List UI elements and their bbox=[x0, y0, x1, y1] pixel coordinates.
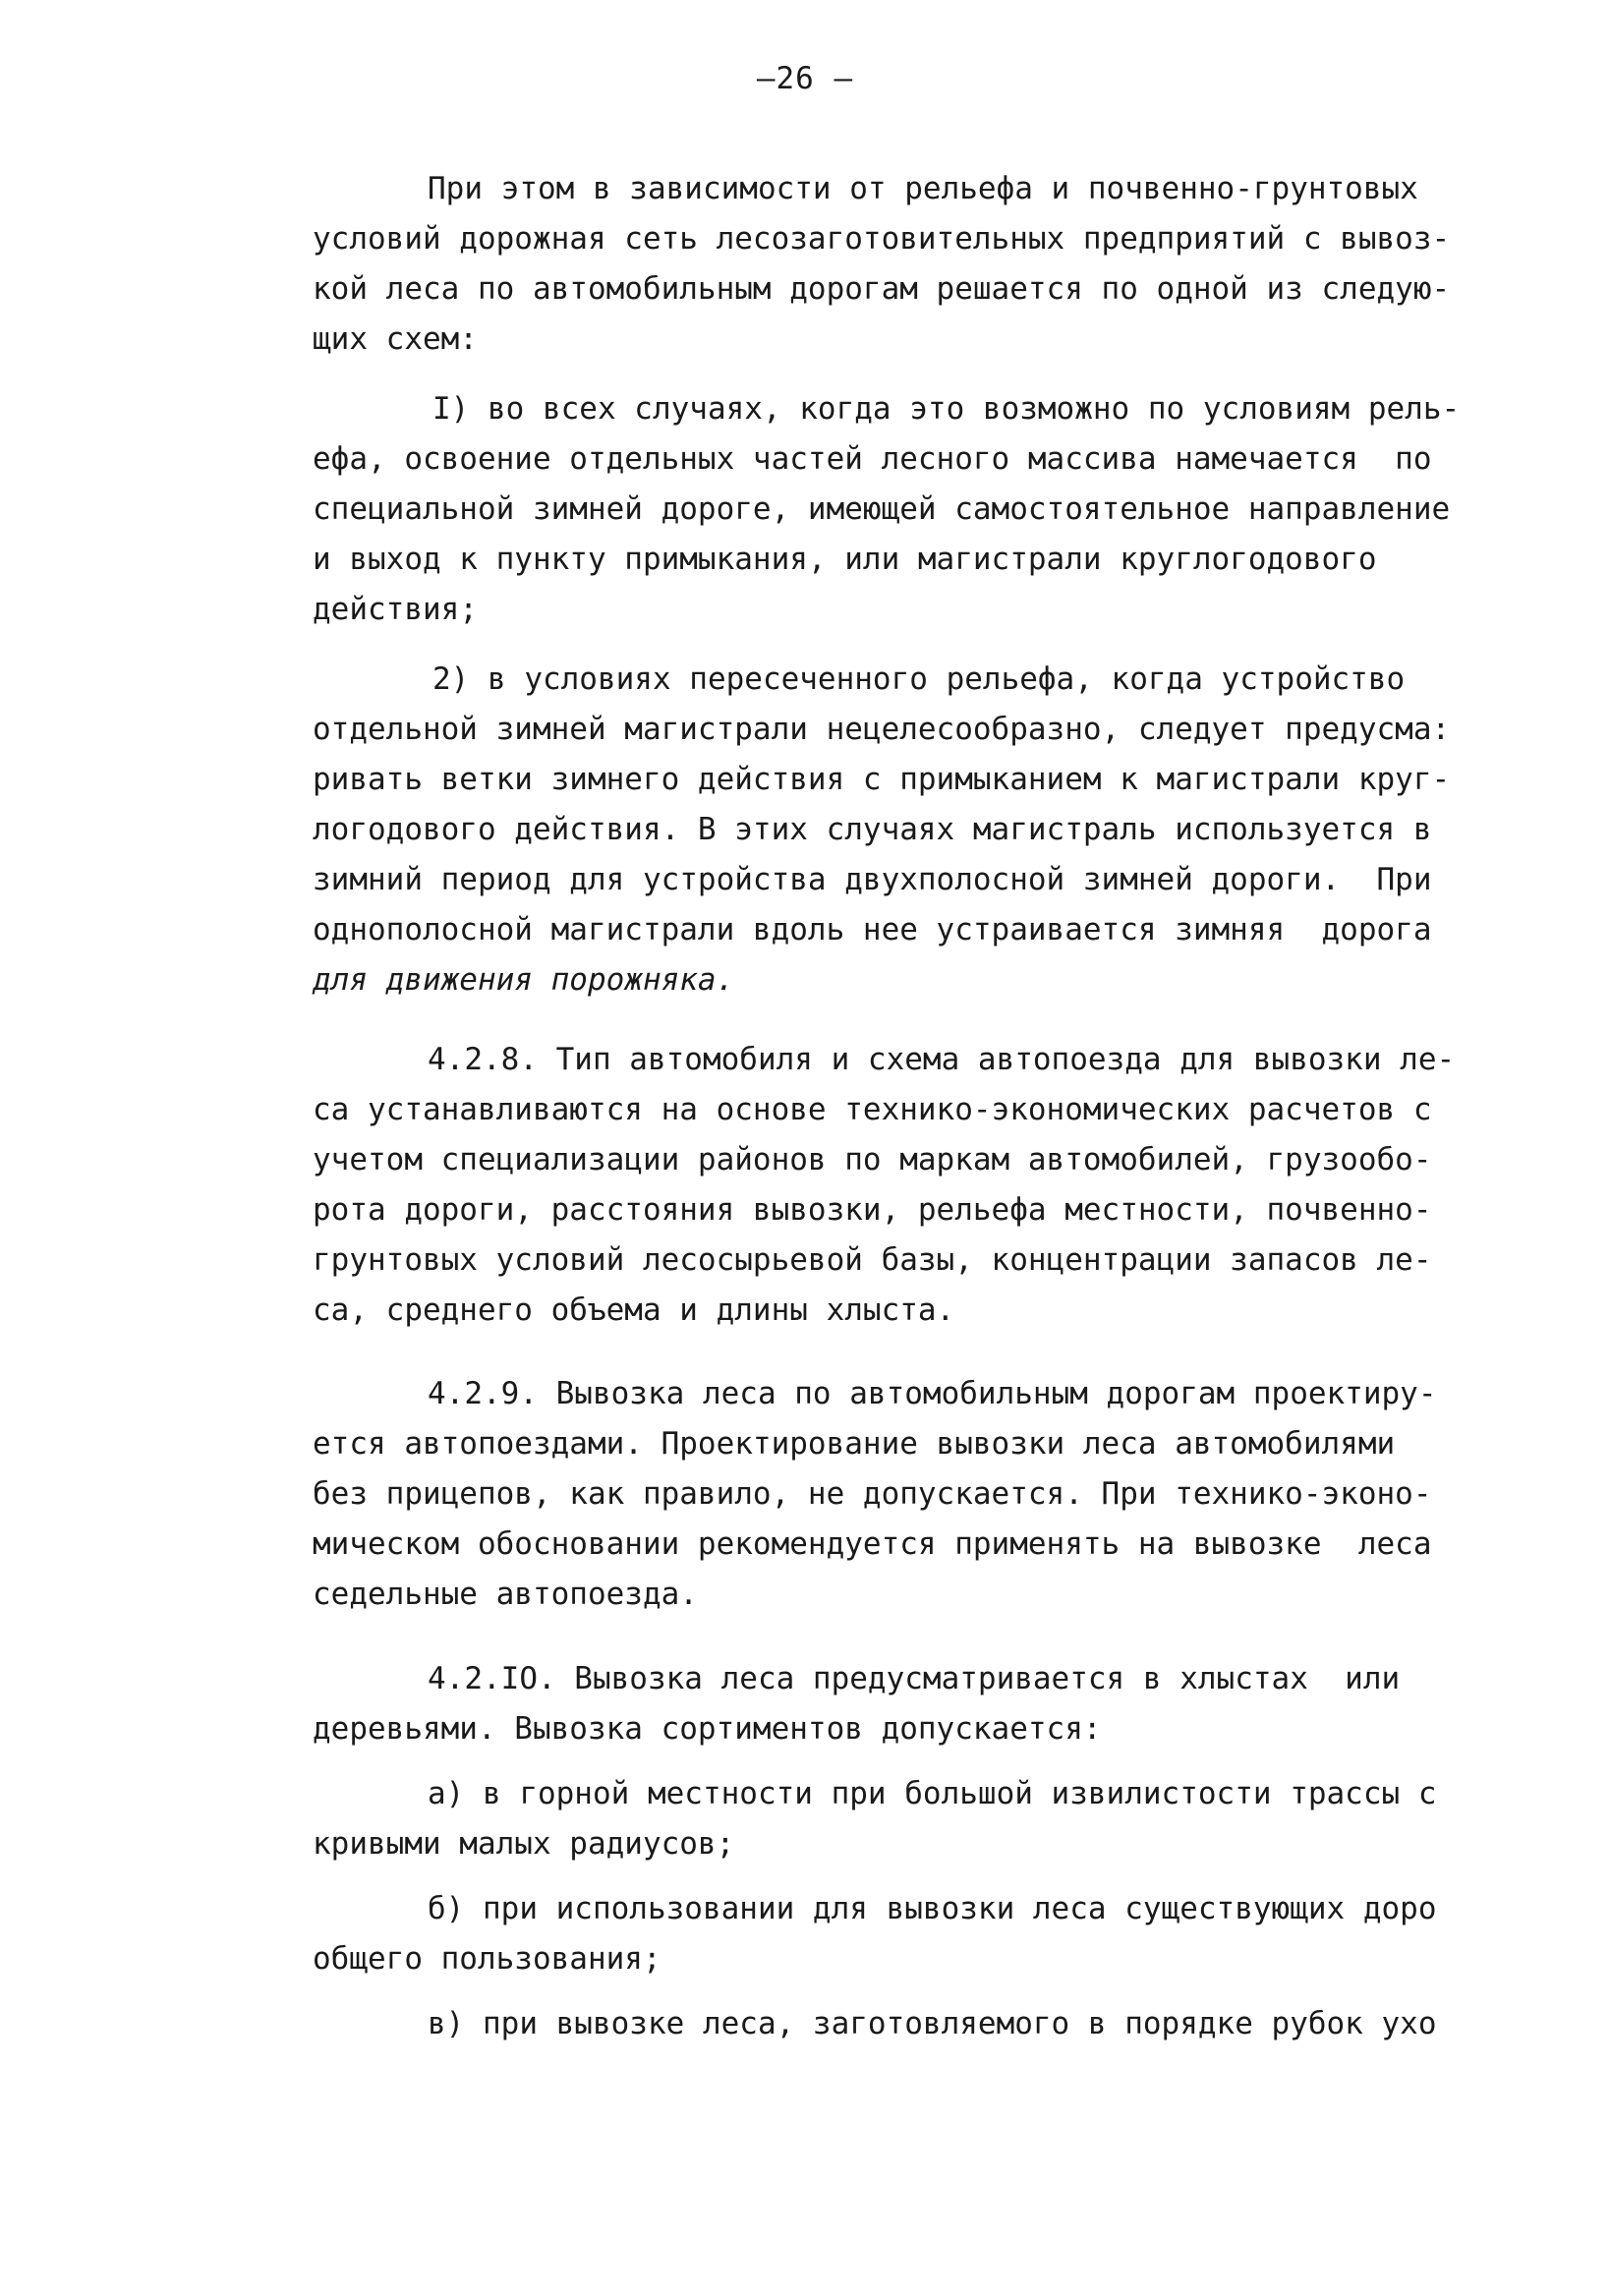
text-line: са устанавливаются на основе технико-экономических расчетов с bbox=[313, 1092, 1432, 1127]
text-line: без прицепов, как правило, не допускается. При технико-эконо- bbox=[313, 1476, 1432, 1512]
text-line: грунтовых условий лесосырьевой базы, концентрации запасов ле- bbox=[313, 1242, 1432, 1278]
text-line: действия; bbox=[313, 592, 478, 627]
text-line: 2) в условиях пересеченного рельефа, когда устройство bbox=[432, 661, 1406, 697]
text-line: в) при вывозке леса, заготовляемого в порядке рубок ухо bbox=[428, 2006, 1437, 2041]
text-line: условий дорожная сеть лесозаготовительных предприятий с вывоз- bbox=[313, 221, 1451, 257]
text-line: 4.2.IO. Вывозка леса предусматривается в хлыстах или bbox=[428, 1661, 1401, 1696]
text-line: логодового действия. В этих случаях магистраль используется в bbox=[313, 812, 1432, 847]
text-line: и выход к пункту примыкания, или магистрали круглогодового bbox=[313, 542, 1377, 577]
text-line: отдельной зимней магистрали нецелесообразно, следует предусма: bbox=[313, 712, 1451, 747]
text-line: а) в горной местности при большой извилистости трассы с bbox=[428, 1776, 1437, 1811]
text-line: ется автопоездами. Проектирование вывозки леса автомобилями bbox=[313, 1426, 1396, 1462]
text-line: зимний период для устройства двухполосной зимней дороги. При bbox=[313, 862, 1432, 897]
text-line: деревьями. Вывозка сортиментов допускается: bbox=[313, 1711, 1102, 1747]
text-line: I) во всех случаях, когда это возможно по условиям рель- bbox=[432, 391, 1461, 427]
text-line: са, среднего объема и длины хлыста. bbox=[313, 1292, 955, 1328]
text-line: мическом обосновании рекомендуется применять на вывозке леса bbox=[313, 1526, 1432, 1562]
text-line: для движения порожняка. bbox=[313, 962, 735, 998]
text-line: 4.2.8. Тип автомобиля и схема автопоезда для вывозки ле- bbox=[428, 1042, 1456, 1077]
text-line: седельные автопоезда. bbox=[313, 1577, 698, 1612]
text-line: кой леса по автомобильным дорогам решается по одной из следую- bbox=[313, 271, 1451, 307]
text-line: специальной зимней дороге, имеющей самостоятельное направление bbox=[313, 491, 1451, 527]
text-line: кривыми малых радиусов; bbox=[313, 1826, 735, 1862]
text-line: б) при использовании для вывозки леса существующих доро bbox=[428, 1891, 1437, 1926]
text-line: ривать ветки зимнего действия с примыканием к магистрали круг- bbox=[313, 762, 1451, 797]
page-number: —26 — bbox=[756, 61, 854, 96]
text-line: щих схем: bbox=[313, 321, 478, 357]
text-line: ефа, освоение отдельных частей лесного массива намечается по bbox=[313, 441, 1432, 477]
text-line: однополосной магистрали вдоль нее устраивается зимняя дорога bbox=[313, 912, 1432, 947]
text-line: учетом специализации районов по маркам автомобилей, грузообо- bbox=[313, 1142, 1432, 1177]
text-line: общего пользования; bbox=[313, 1941, 661, 1977]
text-line: рота дороги, расстояния вывозки, рельефа местности, почвенно- bbox=[313, 1192, 1432, 1228]
text-line: 4.2.9. Вывозка леса по автомобильным дорогам проектиру- bbox=[428, 1376, 1437, 1411]
text-line: При этом в зависимости от рельефа и почвенно-грунтовых bbox=[428, 171, 1418, 206]
